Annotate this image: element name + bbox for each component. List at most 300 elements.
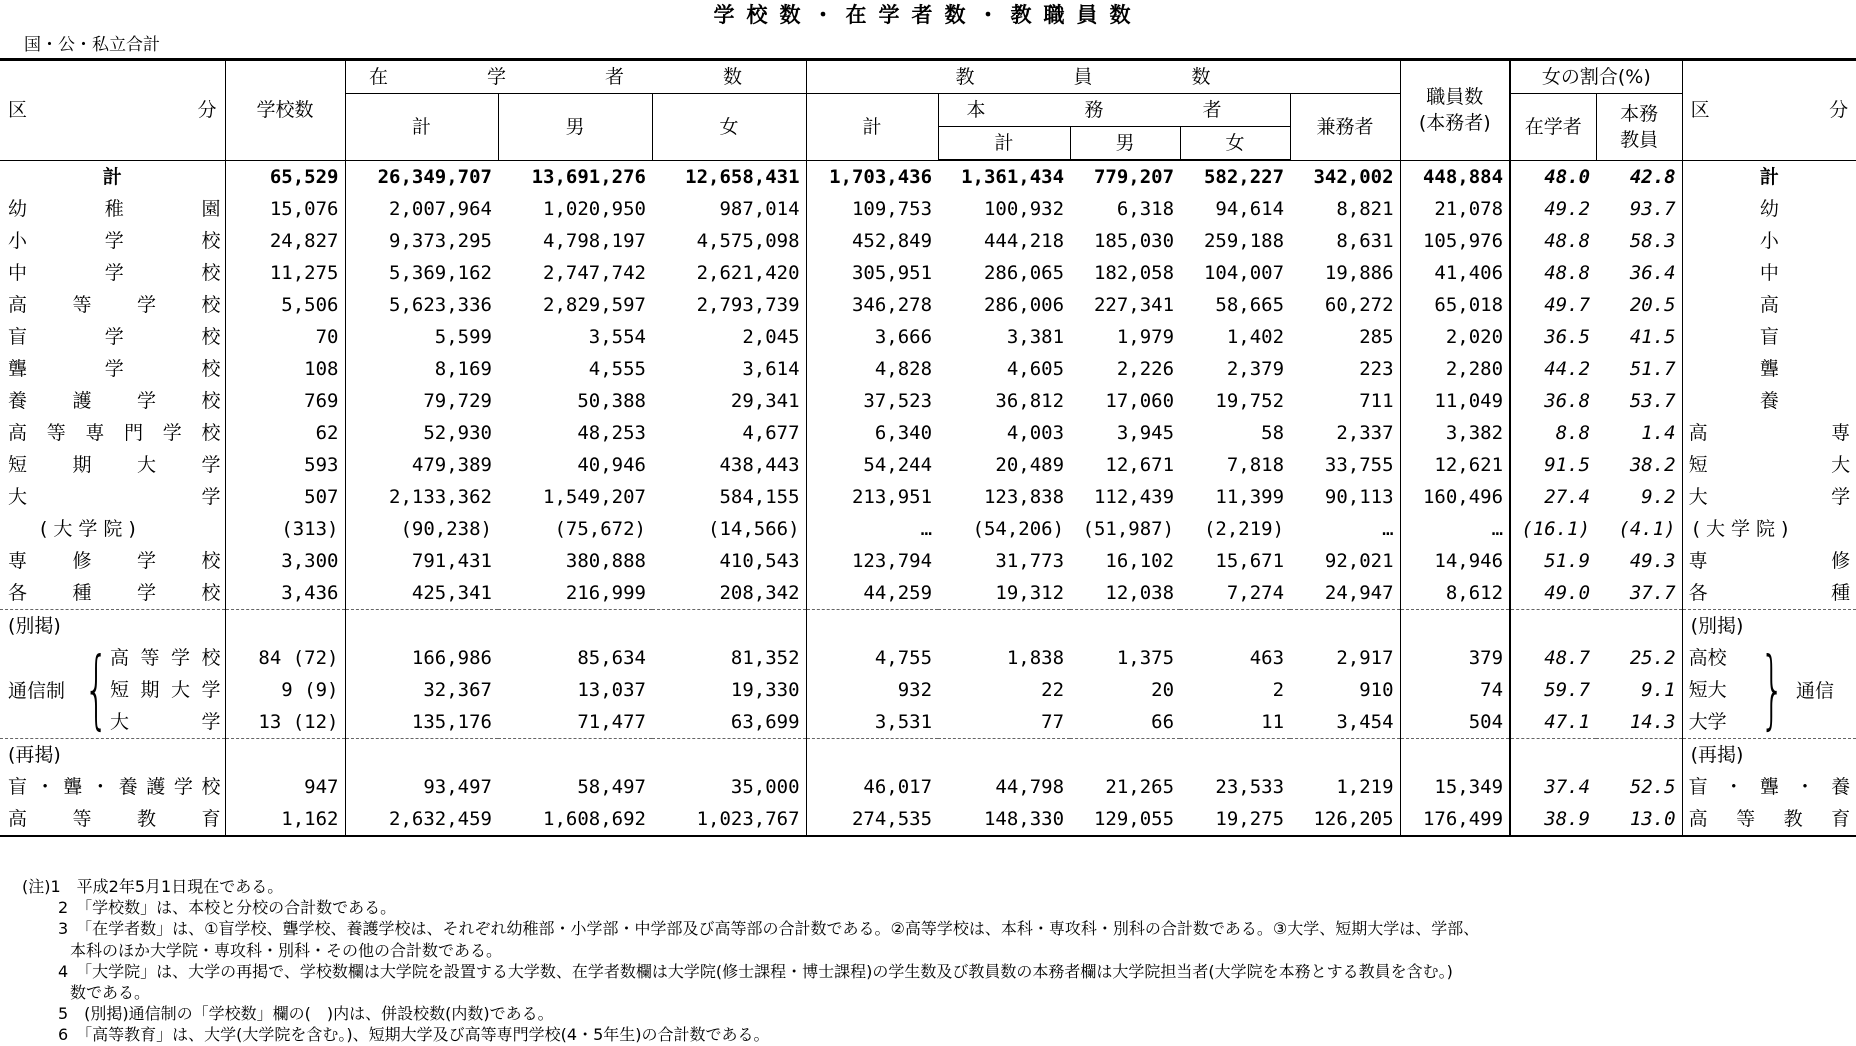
- cell-ratio-students: 37.4: [1510, 771, 1596, 803]
- cell-ratio-teachers: 58.3: [1629, 230, 1676, 252]
- table-row: [0, 160, 1856, 193]
- header-schools: 学校数: [225, 60, 345, 161]
- empty-cell: [345, 739, 498, 772]
- cell-st-total: 52,930: [423, 422, 492, 444]
- cell-ft-male: 6,318: [1116, 198, 1175, 220]
- cell-schools: 70: [225, 321, 345, 353]
- cell-ratio-teachers: 9.2: [1641, 486, 1676, 508]
- cell-parttime: 126,205: [1290, 803, 1400, 836]
- group-label-correspondence: 通信制: [8, 680, 66, 703]
- row-label-right: 専修: [1682, 545, 1856, 577]
- cell-schools: 947: [225, 771, 345, 803]
- cell-schools: 84 (72): [225, 642, 345, 674]
- cell-st-total: 5,369,162: [389, 262, 492, 284]
- cell-ft-male: 2,226: [1116, 358, 1175, 380]
- cell-st-male: 48,253: [577, 422, 646, 444]
- cell-ratio-students: 48.8: [1510, 225, 1596, 257]
- table-row: [0, 481, 1856, 513]
- row-label: 大学: [0, 481, 225, 513]
- cell-ft-total: 20,489: [995, 454, 1065, 476]
- header-division: 区 分: [0, 60, 225, 161]
- cell-schools: 11,275: [225, 257, 345, 289]
- cell-ratio-teachers: 52.5: [1629, 776, 1676, 798]
- table-row: [0, 449, 1856, 481]
- cell-te-total: 54,244: [863, 454, 933, 476]
- cell-parttime: 8,631: [1290, 225, 1400, 257]
- cell-te-total: 346,278: [851, 294, 933, 316]
- cell-te-total: 4,755: [874, 647, 933, 669]
- cell-te-total: 6,340: [874, 422, 933, 444]
- cell-parttime: 711: [1290, 385, 1400, 417]
- cell-st-female: 63,699: [652, 706, 806, 739]
- cell-ratio-students: 49.7: [1510, 289, 1596, 321]
- header-staff-sub: (本務者): [1418, 112, 1491, 135]
- cell-parttime: 285: [1290, 321, 1400, 353]
- header-staff: [1400, 60, 1510, 161]
- header-fulltime-male: 男: [1070, 127, 1180, 161]
- empty-cell: [1180, 739, 1290, 772]
- cell-staff: 379: [1400, 642, 1510, 674]
- cell-ft-female: 104,007: [1203, 262, 1285, 284]
- cell-te-total: 3,666: [874, 326, 933, 348]
- cell-staff: 65,018: [1400, 289, 1510, 321]
- cell-schools: 507: [225, 481, 345, 513]
- row-label: [0, 642, 225, 674]
- section-heading-right: (別掲): [1682, 610, 1856, 643]
- row-label: 短期大学: [0, 449, 225, 481]
- cell-ratio-teachers: 38.2: [1629, 454, 1676, 476]
- cell-st-total: 9,373,295: [389, 230, 492, 252]
- table-row: [0, 513, 1856, 545]
- header-parttime: 兼務者: [1290, 94, 1400, 161]
- cell-ft-male: 17,060: [1105, 390, 1175, 412]
- cell-ratio-teachers: 14.3: [1629, 711, 1676, 733]
- header-students-total: 計: [345, 94, 498, 161]
- empty-cell: [498, 610, 652, 643]
- cell-st-male: 4,798,197: [543, 230, 646, 252]
- brace-right-icon: }: [1760, 639, 1785, 739]
- empty-cell: [1070, 610, 1180, 643]
- cell-st-male: 1,020,950: [543, 198, 646, 220]
- row-label: 幼稚園: [0, 193, 225, 225]
- cell-ratio-students: 51.9: [1510, 545, 1596, 577]
- cell-ft-female: 19,752: [1215, 390, 1285, 412]
- cell-ft-female: 23,533: [1215, 776, 1285, 798]
- row-label-right: 幼: [1682, 193, 1856, 225]
- empty-cell: [345, 610, 498, 643]
- cell-ft-female: 94,614: [1215, 198, 1285, 220]
- cell-staff: 15,349: [1400, 771, 1510, 803]
- note-3-cont: 本科のほか大学院・専攻科・別科・その他の合計数である。: [70, 940, 503, 960]
- cell-st-female: (14,566): [652, 513, 806, 545]
- cell-staff: 105,976: [1400, 225, 1510, 257]
- statistics-table: [0, 58, 1856, 837]
- cell-schools: 593: [225, 449, 345, 481]
- cell-ft-total: 148,330: [938, 803, 1070, 836]
- cell-ft-total: 31,773: [995, 550, 1065, 572]
- row-label: 盲学校: [0, 321, 225, 353]
- cell-te-total: 1,703,436: [829, 165, 933, 188]
- row-label: 中学校: [0, 257, 225, 289]
- table-row: [0, 225, 1856, 257]
- row-label-text: 短期大学: [110, 679, 221, 701]
- header-staff-label: 職員数: [1426, 86, 1484, 109]
- cell-ft-total: 100,932: [983, 198, 1065, 220]
- cell-ft-total: 3,381: [1006, 326, 1065, 348]
- cell-parttime: 90,113: [1290, 481, 1400, 513]
- cell-ft-total: 1,838: [1006, 647, 1065, 669]
- row-label-right: 聾: [1682, 353, 1856, 385]
- empty-cell: [806, 739, 938, 772]
- empty-cell: [1290, 610, 1400, 643]
- cell-st-female: 438,443: [652, 449, 806, 481]
- cell-parttime: 19,886: [1290, 257, 1400, 289]
- cell-st-female: 3,614: [652, 353, 806, 385]
- cell-ft-total: (54,206): [972, 518, 1065, 540]
- cell-ratio-students: 8.8: [1510, 417, 1596, 449]
- empty-cell: [938, 610, 1070, 643]
- cell-ft-male: 112,439: [1093, 486, 1175, 508]
- cell-te-total: 4,828: [874, 358, 933, 380]
- header-division-right: 区 分: [1682, 60, 1856, 161]
- empty-cell: [652, 610, 806, 643]
- cell-st-male: 13,037: [577, 679, 646, 701]
- empty-cell: [225, 739, 345, 772]
- table-row: [0, 321, 1856, 353]
- row-label: 高等専門学校: [0, 417, 225, 449]
- cell-schools: 24,827: [225, 225, 345, 257]
- note-3: 3 「在学者数」は、①盲学校、聾学校、養護学校は、それぞれ幼稚部・小学部・中学部及び高等部の合計数である。②高等学校は、本科・専攻科・別科の合計数である。③大学、短期大学は、学部、: [58, 919, 1480, 939]
- note-5: 5 (別掲)通信制の「学校数」欄の( )内は、併設校数(内数)である。: [58, 1004, 554, 1024]
- cell-ft-female: 15,671: [1215, 550, 1285, 572]
- row-label: 聾学校: [0, 353, 225, 385]
- row-label-right: 短大: [1682, 674, 1856, 706]
- row-label: 専修学校: [0, 545, 225, 577]
- cell-schools: 9 (9): [225, 674, 345, 706]
- cell-parttime: 3,454: [1290, 706, 1400, 739]
- cell-st-male: 2,829,597: [543, 294, 646, 316]
- note-2: 2 「学校数」は、本校と分校の合計数である。: [58, 898, 397, 918]
- cell-parttime: 2,917: [1290, 642, 1400, 674]
- cell-ft-female: 259,188: [1203, 230, 1285, 252]
- cell-ratio-students: 49.0: [1510, 577, 1596, 610]
- cell-ft-male: 66: [1151, 711, 1175, 733]
- cell-ratio-students: 59.7: [1510, 674, 1596, 706]
- empty-cell: [1596, 739, 1682, 772]
- cell-st-total: (90,238): [400, 518, 492, 540]
- cell-ft-male: 185,030: [1093, 230, 1175, 252]
- row-label-right: 高等教育: [1682, 803, 1856, 836]
- cell-st-total: 425,341: [411, 582, 492, 604]
- header-teachers: 教 員 数: [806, 60, 1400, 94]
- row-label-right: 各種: [1682, 577, 1856, 610]
- header-female-ratio: 女の割合(%): [1510, 60, 1682, 94]
- table-body: [0, 160, 1856, 836]
- cell-ratio-teachers: 36.4: [1629, 262, 1676, 284]
- cell-ft-total: 36,812: [995, 390, 1065, 412]
- empty-cell: [806, 610, 938, 643]
- cell-parttime: 223: [1290, 353, 1400, 385]
- header-ratio-students: 在学者: [1510, 94, 1596, 161]
- cell-parttime: 8,821: [1290, 193, 1400, 225]
- cell-ft-female: 2: [1272, 679, 1285, 701]
- cell-st-male: 1,549,207: [543, 486, 646, 508]
- empty-cell: [1400, 610, 1510, 643]
- cell-parttime: 60,272: [1290, 289, 1400, 321]
- cell-ratio-students: 47.1: [1510, 706, 1596, 739]
- cell-ft-total: 77: [1041, 711, 1065, 733]
- cell-ft-male: (51,987): [1082, 518, 1175, 540]
- cell-te-total: 305,951: [851, 262, 933, 284]
- table-row: [0, 193, 1856, 225]
- separate-row: [0, 674, 1856, 706]
- cell-ratio-students: 48.0: [1510, 160, 1596, 193]
- cell-ft-female: 7,818: [1226, 454, 1285, 476]
- header-ratio-teachers-2: 教員: [1620, 128, 1659, 151]
- cell-ft-total: 286,006: [983, 294, 1065, 316]
- cell-st-total: 2,632,459: [345, 803, 498, 836]
- cell-ft-total: 1,361,434: [961, 166, 1065, 188]
- cell-ft-male: 16,102: [1105, 550, 1175, 572]
- section-heading: (再掲): [0, 739, 225, 772]
- cell-parttime: 2,337: [1290, 417, 1400, 449]
- cell-ratio-students: 36.5: [1510, 321, 1596, 353]
- row-label: 盲・聾・養護学校: [0, 771, 225, 803]
- cell-st-total: 8,169: [434, 358, 492, 380]
- cell-ft-male: 182,058: [1093, 262, 1175, 284]
- cell-ft-male: 20: [1151, 679, 1175, 701]
- cell-ft-female: 582,227: [1203, 166, 1285, 188]
- cell-ratio-teachers: 93.7: [1629, 198, 1676, 220]
- cell-st-total: 2,133,362: [389, 486, 492, 508]
- row-label: 高等教育: [0, 803, 225, 836]
- cell-ratio-teachers: (4.1): [1618, 518, 1676, 540]
- cell-ratio-teachers: 37.7: [1629, 582, 1676, 604]
- cell-ft-total: 22: [1041, 679, 1065, 701]
- cell-ratio-teachers: 9.1: [1641, 679, 1676, 701]
- cell-st-female: 29,341: [652, 385, 806, 417]
- row-label-right: 大学: [1682, 481, 1856, 513]
- cell-staff: 504: [1400, 706, 1510, 739]
- row-label: 各種学校: [0, 577, 225, 610]
- cell-staff: 74: [1400, 674, 1510, 706]
- cell-st-total: 79,729: [423, 390, 492, 412]
- cell-st-male: 216,999: [565, 582, 646, 604]
- cell-ft-female: 58,665: [1215, 294, 1285, 316]
- page-subtitle: 国・公・私立合計: [24, 35, 160, 55]
- cell-st-male: 380,888: [565, 550, 646, 572]
- header-students-male: 男: [498, 94, 652, 161]
- empty-cell: [1510, 739, 1596, 772]
- cell-ft-female: 11,399: [1215, 486, 1285, 508]
- cell-parttime: 92,021: [1290, 545, 1400, 577]
- cell-ft-male: 3,945: [1116, 422, 1175, 444]
- cell-schools: 15,076: [225, 193, 345, 225]
- cell-st-female: 19,330: [652, 674, 806, 706]
- cell-ft-male: 1,979: [1116, 326, 1175, 348]
- cell-ratio-students: 48.7: [1510, 642, 1596, 674]
- cell-st-male: 58,497: [577, 776, 646, 798]
- cell-ratio-students: 44.2: [1510, 353, 1596, 385]
- cell-st-total: 5,623,336: [389, 294, 492, 316]
- cell-ratio-students: 48.8: [1510, 257, 1596, 289]
- cell-st-female: 4,677: [652, 417, 806, 449]
- cell-ratio-teachers: 1.4: [1641, 422, 1676, 444]
- cell-ratio-teachers: 42.8: [1629, 165, 1676, 188]
- cell-st-total: 791,431: [411, 550, 492, 572]
- cell-st-male: 4,555: [588, 358, 646, 380]
- empty-cell: [498, 739, 652, 772]
- section-heading-right: (再掲): [1682, 739, 1856, 772]
- cell-st-female: 4,575,098: [652, 225, 806, 257]
- empty-cell: [1400, 739, 1510, 772]
- cell-ft-female: (2,219): [1203, 518, 1285, 540]
- cell-st-male: 40,946: [577, 454, 646, 476]
- cell-st-total: 5,599: [434, 326, 492, 348]
- cell-st-male: 85,634: [577, 647, 646, 669]
- cell-staff: 2,280: [1400, 353, 1510, 385]
- cell-st-female: 2,621,420: [652, 257, 806, 289]
- cell-ft-male: 12,038: [1105, 582, 1175, 604]
- row-label-right: (大学院): [1682, 513, 1856, 545]
- notes: [0, 876, 1856, 1046]
- statistics-table-wrapper: [0, 58, 1856, 837]
- cell-schools: 13 (12): [225, 706, 345, 739]
- cell-ratio-students: (16.1): [1510, 513, 1596, 545]
- cell-staff: 14,946: [1400, 545, 1510, 577]
- cell-st-female: 12,658,431: [652, 160, 806, 193]
- row-label-right: 小: [1682, 225, 1856, 257]
- row-label-right: 盲: [1682, 321, 1856, 353]
- section-heading: (別掲): [0, 610, 225, 643]
- cell-te-total: 46,017: [863, 776, 933, 798]
- group-label-correspondence-right: 通信: [1796, 680, 1835, 703]
- row-label: 高等学校: [0, 289, 225, 321]
- cell-parttime: 342,002: [1290, 160, 1400, 193]
- header-teachers-total: 計: [806, 94, 938, 161]
- cell-te-total: 274,535: [806, 803, 938, 836]
- cell-st-total: 32,367: [423, 679, 492, 701]
- cell-ft-female: 58: [1261, 422, 1285, 444]
- cell-schools: 65,529: [225, 160, 345, 193]
- brace-left-icon: {: [84, 639, 109, 739]
- note-6: 6 「高等教育」は、大学(大学院を含む。)、短期大学及び高等専門学校(4・5年生)の合計数である。: [58, 1025, 770, 1045]
- cell-st-total: 166,986: [411, 647, 492, 669]
- cell-st-total: 93,497: [423, 776, 492, 798]
- header-fulltime-female: 女: [1180, 127, 1290, 161]
- cell-st-male: 3,554: [588, 326, 646, 348]
- table-header: [0, 60, 1856, 161]
- cell-ft-female: 1,402: [1226, 326, 1285, 348]
- row-label-right: 大学: [1682, 706, 1856, 739]
- cell-ratio-students: 91.5: [1510, 449, 1596, 481]
- cell-st-female: 81,352: [652, 642, 806, 674]
- cell-te-total: 37,523: [863, 390, 933, 412]
- cell-st-female: 987,014: [652, 193, 806, 225]
- cell-st-female: 2,793,739: [652, 289, 806, 321]
- cell-staff: 12,621: [1400, 449, 1510, 481]
- note-4-cont: 数である。: [70, 983, 151, 1003]
- cell-st-male: 1,608,692: [498, 803, 652, 836]
- row-label: [0, 706, 225, 739]
- empty-cell: [1596, 610, 1682, 643]
- cell-te-total: 123,794: [851, 550, 933, 572]
- row-label: 計: [0, 160, 225, 193]
- cell-schools: 5,506: [225, 289, 345, 321]
- row-label-text: 高等学校: [110, 647, 221, 669]
- cell-staff: 8,612: [1400, 577, 1510, 610]
- cell-staff: 176,499: [1400, 803, 1510, 836]
- repeat-heading-row: [0, 739, 1856, 772]
- header-ratio-teachers-1: 本務: [1620, 102, 1659, 125]
- row-label: 小学校: [0, 225, 225, 257]
- cell-st-male: 71,477: [577, 711, 646, 733]
- cell-schools: 1,162: [225, 803, 345, 836]
- table-row: [0, 257, 1856, 289]
- empty-cell: [225, 610, 345, 643]
- header-fulltime-total: 計: [938, 127, 1070, 161]
- empty-cell: [938, 739, 1070, 772]
- cell-ft-female: 2,379: [1226, 358, 1285, 380]
- empty-cell: [1510, 610, 1596, 643]
- cell-schools: 3,300: [225, 545, 345, 577]
- cell-schools: 769: [225, 385, 345, 417]
- header-students-female: 女: [652, 94, 806, 161]
- cell-ratio-teachers: 41.5: [1629, 326, 1676, 348]
- cell-te-total: 932: [897, 679, 933, 701]
- cell-te-total: …: [920, 518, 933, 540]
- cell-schools: 62: [225, 417, 345, 449]
- cell-ratio-teachers: 49.3: [1629, 550, 1676, 572]
- empty-cell: [652, 739, 806, 772]
- cell-ft-total: 286,065: [983, 262, 1065, 284]
- cell-st-total: 479,389: [411, 454, 492, 476]
- cell-ft-female: 7,274: [1226, 582, 1285, 604]
- cell-ft-total: 4,605: [1006, 358, 1065, 380]
- cell-schools: (313): [225, 513, 345, 545]
- row-label-right: 高専: [1682, 417, 1856, 449]
- repeat-row: [0, 803, 1856, 836]
- empty-cell: [1070, 739, 1180, 772]
- cell-ft-total: 19,312: [995, 582, 1065, 604]
- row-label-right: 盲・聾・養: [1682, 771, 1856, 803]
- cell-parttime: 24,947: [1290, 577, 1400, 610]
- row-label-right: 短大: [1682, 449, 1856, 481]
- note-1: (注)1 平成2年5月1日現在である。: [22, 877, 284, 896]
- cell-ratio-students: 38.9: [1510, 803, 1596, 836]
- cell-ft-total: 4,003: [1006, 422, 1065, 444]
- cell-st-female: 410,543: [652, 545, 806, 577]
- cell-parttime: 33,755: [1290, 449, 1400, 481]
- cell-st-male: (75,672): [554, 518, 646, 540]
- row-label-right: 高: [1682, 289, 1856, 321]
- cell-st-female: 1,023,767: [652, 803, 806, 836]
- row-label-right: 養: [1682, 385, 1856, 417]
- note-4: 4 「大学院」は、大学の再掲で、学校数欄は大学院を設置する大学数、在学者数欄は大学院(修士課程・博士課程)の学生数及び教員数の本務者欄は大学院担当者(大学院を本務とする教員を含む。): [58, 961, 1453, 981]
- row-label: (大学院): [0, 513, 225, 545]
- cell-ft-male: 12,671: [1105, 454, 1175, 476]
- cell-ratio-students: 36.8: [1510, 385, 1596, 417]
- table-row: [0, 385, 1856, 417]
- header-ratio-teachers: [1596, 94, 1682, 161]
- table-row: [0, 289, 1856, 321]
- empty-cell: [1180, 610, 1290, 643]
- header-fulltime: 本 務 者: [938, 94, 1290, 127]
- cell-ft-male: 21,265: [1105, 776, 1175, 798]
- row-label-text: 大学: [110, 711, 221, 733]
- cell-te-total: 3,531: [874, 711, 933, 733]
- cell-ft-total: 444,218: [983, 230, 1065, 252]
